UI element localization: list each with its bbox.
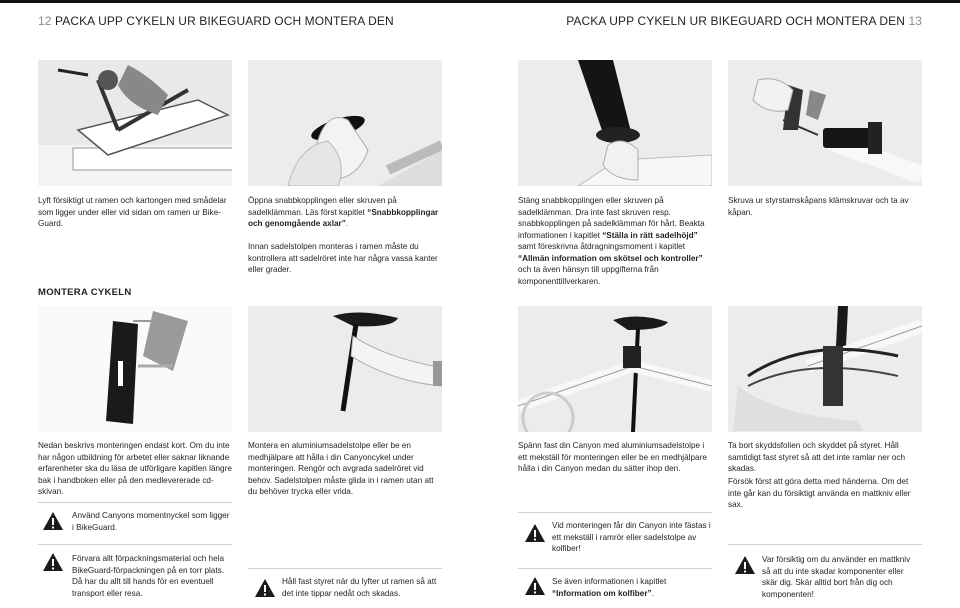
- warning-text: .: [651, 588, 654, 598]
- caption-text: samt föreskrivna åtdragningsmoment i kapitlet: [518, 242, 686, 251]
- left-header-title: PACKA UPP CYKELN UR BIKEGUARD OCH MONTERA DEN: [55, 14, 394, 28]
- caption-text: Stäng snabbkopplingen eller skruven på sadelklämman. Dra inte fast skruven resp. snabbkopplingen på sadelklämman för hårt. Beakta informationen i kapitlet: [518, 196, 705, 240]
- warning-divider: [38, 544, 232, 545]
- left-page-number: 12: [38, 14, 52, 28]
- warning-divider: [38, 502, 232, 503]
- photo-remove-protective-film: [728, 306, 922, 432]
- caption-close-quick-release: [518, 195, 712, 287]
- caption-bold: “Ställa in rätt sadelhöjd”: [602, 230, 698, 240]
- right-page-header: [566, 14, 922, 28]
- warning-carbon-stand: Vid monteringen får din Canyon inte fästas i ett mekställ i ramrör eller sadelstolpe av kolfiber!: [552, 521, 711, 553]
- warning-divider: [518, 568, 712, 569]
- caption-remove-stem-cap: Skruva ur styrstamskåpans klämskruvar och ta av kåpan.: [728, 196, 909, 217]
- warning-triangle-icon: [524, 523, 546, 543]
- left-page-header: [38, 14, 394, 28]
- warning-triangle-icon: [734, 555, 756, 575]
- section-title: MONTERA CYKELN: [38, 287, 132, 298]
- top-rule: [0, 0, 960, 3]
- caption-text: Öppna snabbkopplingen eller skruven på sadelklämman. Läs först kapitlet: [248, 196, 397, 217]
- warning-text: Se även informationen i kapitlet: [552, 577, 667, 586]
- right-page-number: 13: [908, 14, 922, 28]
- caption-lift-frame: Lyft försiktigt ut ramen och kartongen med smådelar som ligger under eller vid sidan om ramen ur Bike-Guard.: [38, 196, 227, 228]
- warning-torque-wrench: Använd Canyons momentnyckel som ligger i BikeGuard.: [72, 511, 230, 532]
- photo-bike-in-stand: [518, 306, 712, 432]
- warning-divider: [728, 544, 922, 545]
- caption-remove-film: Ta bort skyddsfolien och skyddet på styret. Håll samtidigt fast styret så att det inte ramlar ner och skadas.: [728, 441, 906, 473]
- caption-repair-stand: Spänn fast din Canyon med aluminiumsadelstolpe i ett mekställ för monteringen eller be en medhjälpare hålla i din Canyon medan du sätter ihop den.: [518, 441, 707, 473]
- caption-text: .: [345, 219, 349, 228]
- photo-insert-seatpost: [248, 306, 442, 432]
- caption-check-seat-tube: Innan sadelstolpen monteras i ramen måste du kontrollera att sadelröret inte har några vassa kanter eller grader.: [248, 242, 438, 274]
- warning-divider: [518, 512, 712, 513]
- photo-torque-wrench: [38, 306, 232, 432]
- caption-mount-seatpost: Montera en aluminiumsadelstolpe eller be en medhjälpare att hålla i din Canyoncykel under monteringen. Rengör och avgrada sadelröret vid behov. Sadelstolpen måste glida in i ramen utan att du behöver trycka eller vrida.: [248, 441, 434, 496]
- caption-assembly-intro: Nedan beskrivs monteringen endast kort. Om du inte har någon utbildning för arbetet eller saknar liknande erfarenheter ska du läsa de utförligare kapitlen längre bak i handboken eller på den medlevererade cd-skivan.: [38, 441, 232, 496]
- caption-bold: “Snabbkopplingar och genomgående axlar”: [248, 207, 439, 228]
- caption-open-quick-release: [248, 195, 442, 230]
- warning-hold-handlebar: Håll fast styret när du lyfter ut ramen så att det inte tippar nedåt och skadas.: [282, 577, 437, 598]
- photo-close-quick-release: [518, 60, 712, 186]
- photo-open-quick-release: [248, 60, 442, 186]
- caption-text: och ta även hänsyn till uppgifterna från komponenttillverkaren.: [518, 265, 659, 286]
- warning-triangle-icon: [42, 552, 64, 572]
- warning-triangle-icon: [524, 576, 546, 596]
- warning-bold: “Information om kolfiber”: [552, 588, 652, 598]
- warning-triangle-icon: [254, 578, 276, 598]
- warning-keep-packaging: Förvara allt förpackningsmaterial och hela BikeGuard-förpackningen på en torr plats. Då har du allt till hands för en eventuell transport eller resa.: [72, 554, 225, 598]
- warning-utility-knife: Var försiktig om du använder en mattkniv så att du inte skadar komponenter eller skär dig. Skär alltid bort från dig och komponenten!: [762, 555, 911, 599]
- right-header-title: PACKA UPP CYKELN UR BIKEGUARD OCH MONTERA DEN: [566, 14, 905, 28]
- photo-lift-frame: [38, 60, 232, 186]
- warning-triangle-icon: [42, 511, 64, 531]
- photo-remove-stem-cap: [728, 60, 922, 186]
- warning-divider: [248, 568, 442, 569]
- caption-bold: “Allmän information om skötsel och kontroller”: [518, 253, 703, 263]
- caption-use-hands-first: Försök först att göra detta med händerna. Om det inte går kan du försiktigt använda en mattkniv eller sax.: [728, 477, 911, 509]
- warning-carbon-info: [552, 576, 712, 599]
